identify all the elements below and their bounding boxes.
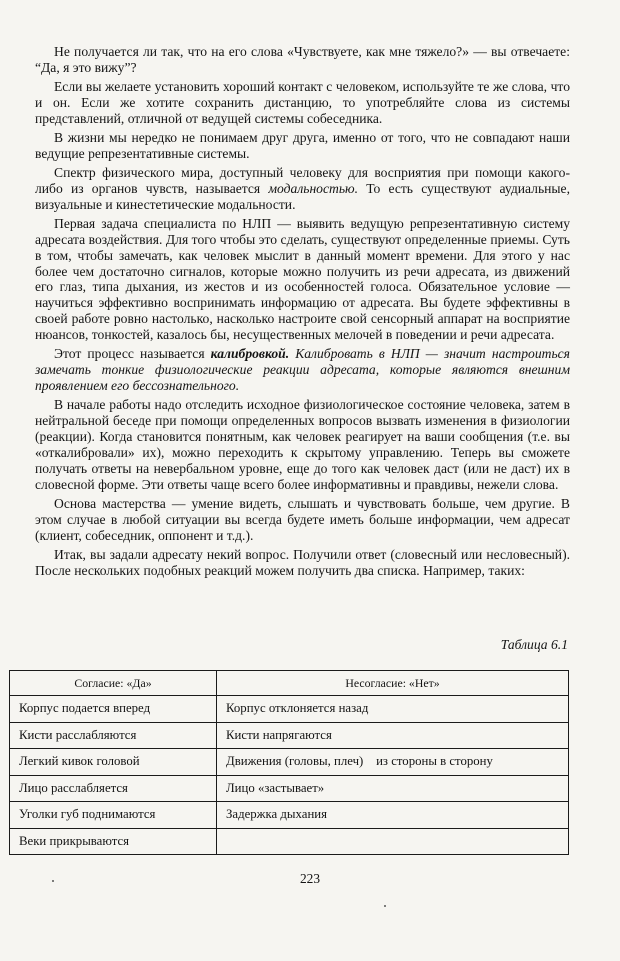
table-cell: Лицо «застывает» xyxy=(217,775,569,802)
table-cell: Кисти расслабляются xyxy=(10,722,217,749)
table-cell: Задержка дыхания xyxy=(217,802,569,829)
column-header-yes: Согласие: «Да» xyxy=(10,671,217,696)
table-header-row xyxy=(10,671,569,696)
table-row xyxy=(10,722,569,749)
table-cell: Кисти напрягаются xyxy=(217,722,569,749)
paragraph: Не получается ли так, что на его слова «Чувствуете, как мне тяжело?» — вы отвечаете: “Да, я это вижу”? xyxy=(35,44,570,75)
scan-speck xyxy=(52,880,54,882)
text-run: Этот процесс называется xyxy=(54,346,211,362)
table-caption: Таблица 6.1 xyxy=(500,637,568,652)
table-row xyxy=(10,696,569,723)
text-run: То есть существуют аудиальные, визуальные и кинестетические модальности. xyxy=(35,180,570,212)
paragraph-modality xyxy=(35,165,570,213)
italic-term: модальностью. xyxy=(268,180,358,196)
table-row xyxy=(10,775,569,802)
paragraph: Если вы желаете установить хороший контакт с человеком, используйте те же слова, что и он. Если же хотите сохранить дистанцию, то употребляйте слова из системы представлений, отличной от ведущей системы собеседника. xyxy=(35,79,570,126)
table-cell: Веки прикрываются xyxy=(10,828,217,855)
paragraph: Итак, вы задали адресату некий вопрос. Получили ответ (словесный или несловесный). После нескольких подобных реакций можем получить два списка. Например, таких: xyxy=(35,546,570,578)
table-row xyxy=(10,802,569,829)
table-cell: Корпус подается вперед xyxy=(10,696,217,723)
comparison-table xyxy=(9,670,569,855)
table-cell: Легкий кивок головой xyxy=(10,749,217,776)
scan-speck xyxy=(384,905,386,907)
paragraph: Первая задача специалиста по НЛП — выявить ведущую репрезентативную систему адресата воздействия. Для того чтобы это сделать, существуют определенные приемы. Суть в том, чтобы замечать, как человек мыслит в данный момент времени. Для этого у нас более чем достаточно сигналов, которые можно получить из речи адресата, из движений его глаз, типа дыхания, из жестов и из особенностей голоса. Обязательное условие — научиться эффективно воспринимать информацию от адресата. Вы будете эффективны в своей работе ровно настолько, насколько настроите свой сенсорный аппарат на восприятие нюансов, тонкостей, казалось бы, несущественных мелочей в поведении и речи адресата. xyxy=(35,215,570,343)
column-header-no: Несогласие: «Нет» xyxy=(217,671,569,696)
table-cell: Лицо расслабляется xyxy=(10,775,217,802)
table-cell: Движения (головы, плеч) из стороны в сторону xyxy=(217,749,569,776)
paragraph-calibration xyxy=(35,346,570,394)
italic-definition: Калибровать в НЛП — значит настроиться замечать тонкие физиологические реакции адресата, которые являются внешним проявлением его бессознательного. xyxy=(35,346,570,394)
table-row xyxy=(10,749,569,776)
table-cell xyxy=(217,828,569,855)
bold-italic-term: калибровкой. xyxy=(210,346,290,362)
text-run: Спектр физического мира, доступный человеку для восприятия при помощи какого-либо из органов чувств, называется xyxy=(35,164,570,196)
table-row xyxy=(10,828,569,855)
table-cell: Корпус отклоняется назад xyxy=(217,696,569,723)
table-cell: Уголки губ поднимаются xyxy=(10,802,217,829)
paragraph: Основа мастерства — умение видеть, слышать и чувствовать больше, чем другие. В этом случае в любой ситуации вы всегда будете иметь больше информации, чем адресат (клиент, собеседник, оппонент и т.д.). xyxy=(35,495,570,543)
paragraph: В начале работы надо отследить исходное физиологическое состояние человека, затем в нейтральной беседе при помощи определенных вопросов вызвать изменения в физиологии (реакции). Когда становится понятным, как человек реагирует на ваши сообщения (т.е. вы «откалибровали» их), можно переходить к скрытому управлению. Теперь вы сможете получать ответы на невербальном уровне, еще до того как человек даст (или не даст) их в словесной форме. Эти ответы чаще всего более информативны и правдивы, нежели слова. xyxy=(35,397,570,492)
paragraph: В жизни мы нередко не понимаем друг друга, именно от того, что не совпадают наши ведущие репрезентативные системы. xyxy=(35,129,570,161)
page-number: 223 xyxy=(299,871,321,886)
body-text xyxy=(35,44,570,582)
